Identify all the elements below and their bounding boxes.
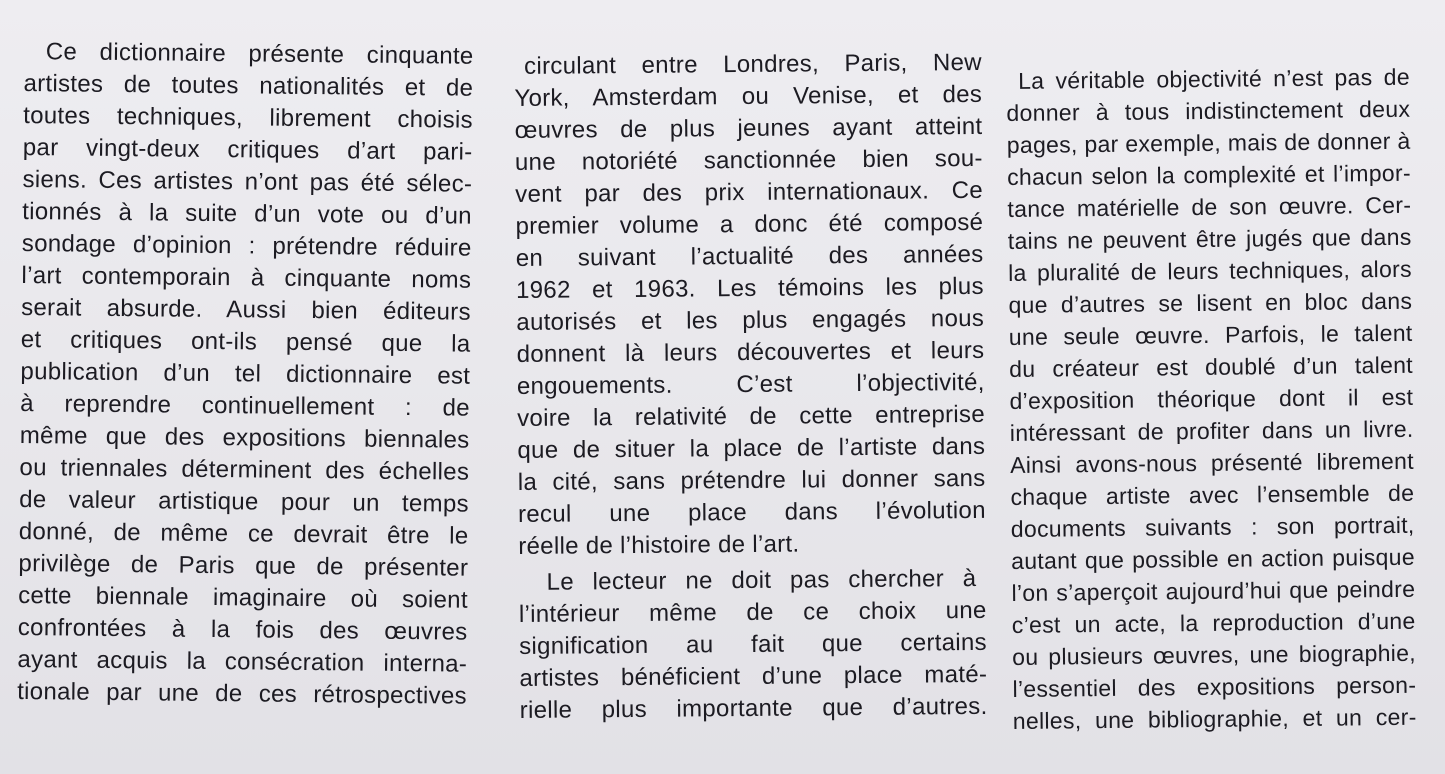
text-line: l’art contemporain à cinquante noms: [21, 261, 472, 294]
text-line: l’essentiel des expositions person-: [1012, 671, 1417, 702]
text-line: tionnés à la suite d’un vote ou d’un: [22, 197, 473, 230]
text-line: Le lecteur ne doit pas chercher à: [546, 564, 977, 596]
text-line: toutes techniques, librement choisis: [23, 101, 474, 134]
text-line: ayant acquis la consécration interna-: [17, 645, 468, 678]
text-line: Ainsi avons-nous présenté librement: [1010, 447, 1414, 478]
text-line: artistes de toutes nationalités et de: [23, 69, 474, 102]
text-line: sondage d’opinion : prétendre réduire: [21, 229, 472, 262]
text-line: premier volume a donc été composé: [515, 208, 984, 240]
text-line: d’exposition théorique dont il est: [1009, 383, 1414, 414]
text-line: engouements. C’est l’objectivité,: [516, 368, 985, 400]
text-line: que de situer la place de l’artiste dans: [517, 432, 986, 464]
text-line: donné, de même ce devrait être le: [18, 517, 469, 550]
text-line: ou triennales déterminent des échelles: [19, 453, 470, 486]
text-line: c’est un acte, la reproduction d’une: [1011, 607, 1416, 638]
text-line: pages, par exemple, mais de donner à: [1006, 127, 1411, 158]
text-line: artistes bénéficient d’une place maté-: [519, 660, 988, 692]
text-line: œuvres de plus jeunes ayant atteint: [514, 112, 983, 144]
text-line: l’on s’aperçoit aujourd’hui que peindre: [1011, 575, 1416, 606]
text-line: confrontées à la fois des œuvres: [17, 613, 468, 646]
text-line: recul une place dans l’évolution: [517, 496, 986, 528]
text-line: rielle plus importante que d’autres.: [519, 692, 988, 724]
text-line: que d’autres se lisent en bloc dans: [1008, 287, 1413, 318]
text-line: autant que possible en action puisque: [1011, 543, 1416, 574]
text-line: et critiques ont-ils pensé que la: [20, 325, 471, 358]
text-line: 1962 et 1963. Les témoins les plus: [515, 272, 984, 304]
text-line: tance matérielle de son œuvre. Cer-: [1007, 191, 1412, 222]
text-line: du créateur est doublé d’un talent: [1009, 351, 1414, 382]
text-line: même que des expositions biennales: [19, 421, 470, 454]
text-line: signification au fait que certains: [519, 628, 988, 660]
text-column-left: [17, 38, 474, 710]
text-line: donnent là leurs découvertes et leurs: [516, 336, 985, 368]
text-line: documents suivants : son portrait,: [1010, 511, 1415, 542]
text-line: l’intérieur même de ce choix une: [518, 596, 987, 628]
text-line: vent par des prix internationaux. Ce: [515, 176, 984, 208]
text-line: par vingt-deux critiques d’art pari-: [22, 133, 473, 166]
text-line: La véritable objectivité n’est pas de: [1017, 63, 1411, 94]
text-line: York, Amsterdam ou Venise, et des: [514, 80, 983, 112]
text-line: voire la relativité de cette entreprise: [517, 400, 986, 432]
text-column-middle: [514, 48, 988, 724]
text-line: réelle de l’histoire de l’art.: [518, 530, 800, 560]
text-line: ou plusieurs œuvres, une biographie,: [1012, 639, 1417, 670]
text-line: nelles, une bibliographie, et un cer-: [1012, 703, 1417, 734]
text-column-right: [1006, 63, 1417, 734]
text-line: chaque artiste avec l’ensemble de: [1010, 479, 1415, 510]
text-line: une notoriété sanctionnée bien sou-: [514, 144, 983, 176]
text-line: privilège de Paris que de présenter: [18, 549, 469, 582]
text-line: de valeur artistique pour un temps: [19, 485, 470, 518]
text-line: cette biennale imaginaire où soient: [18, 581, 469, 614]
text-line: Ce dictionnaire présente cinquante: [45, 38, 474, 70]
text-line: autorisés et les plus engagés nous: [516, 304, 985, 336]
text-line: serait absurde. Aussi bien éditeurs: [21, 293, 471, 326]
text-line: circulant entre Londres, Paris, New: [523, 48, 982, 80]
text-line: intéressant de profiter dans un livre.: [1009, 415, 1414, 446]
text-line: chacun selon la complexité et l’impor-: [1007, 159, 1411, 190]
text-line: tionale par une de ces rétrospectives: [17, 677, 468, 710]
text-line: la pluralité de leurs techniques, alors: [1008, 255, 1412, 286]
text-line: tains ne peuvent être jugés que dans: [1007, 223, 1412, 254]
text-line: une seule œuvre. Parfois, le talent: [1008, 319, 1413, 350]
text-line: publication d’un tel dictionnaire est: [20, 357, 471, 390]
text-line: donner à tous indistinctement deux: [1006, 95, 1411, 126]
text-line: la cité, sans prétendre lui donner sans: [517, 464, 986, 496]
text-line: à reprendre continuellement : de: [20, 389, 471, 422]
text-line: en suivant l’actualité des années: [515, 240, 984, 272]
text-line: siens. Ces artistes n’ont pas été sélec-: [22, 165, 473, 198]
